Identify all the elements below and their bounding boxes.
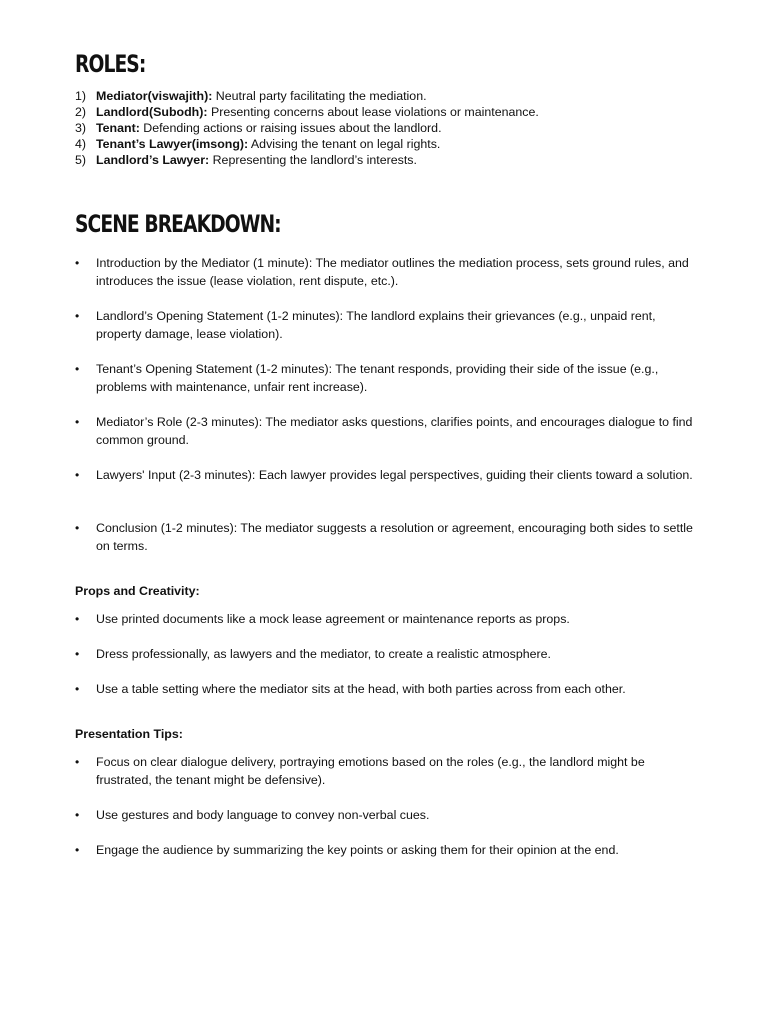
role-item [75, 136, 539, 152]
bullet-text: Use a table setting where the mediator sits at the head, with both parties across from each other. [96, 682, 626, 696]
role-item [75, 152, 539, 168]
bullet-text: Dress professionally, as lawyers and the mediator, to create a realistic atmosphere. [96, 647, 551, 661]
bullet-text: Engage the audience by summarizing the key points or asking them for their opinion at the end. [96, 843, 619, 857]
role-name: Tenant: [96, 121, 140, 135]
bullet-icon: • [75, 468, 80, 482]
bullet-icon: • [75, 808, 80, 822]
list-item [75, 413, 695, 449]
bullet-icon: • [75, 843, 80, 857]
role-description: Neutral party facilitating the mediation. [212, 89, 427, 103]
roles-heading: ROLES: [75, 50, 146, 78]
role-number: 3) [75, 121, 87, 135]
role-description: Advising the tenant on legal rights. [248, 137, 441, 151]
bullet-text: Focus on clear dialogue delivery, portraying emotions based on the roles (e.g., the landlord might be frustrated, the tenant might be defensive). [96, 755, 645, 787]
list-item [75, 806, 695, 824]
scene-breakdown-heading: SCENE BREAKDOWN: [75, 210, 281, 238]
role-name: Landlord’s Lawyer: [96, 153, 210, 167]
role-number: 5) [75, 153, 87, 167]
list-item [75, 753, 695, 789]
role-description: Defending actions or raising issues about the landlord. [139, 121, 442, 135]
props-heading: Props and Creativity: [75, 584, 200, 598]
bullet-icon: • [75, 647, 80, 661]
role-number: 1) [75, 89, 87, 103]
role-item [75, 104, 539, 120]
list-item [75, 841, 695, 859]
bullet-text: Use printed documents like a mock lease agreement or maintenance reports as props. [96, 612, 570, 626]
roles-list [75, 88, 539, 168]
role-name: Tenant’s Lawyer(imsong): [96, 137, 249, 151]
bullet-icon: • [75, 682, 80, 696]
bullet-text: Landlord’s Opening Statement (1-2 minutes): The landlord explains their grievances (e.g., unpaid rent, property damage, lease violation). [96, 309, 656, 341]
bullet-icon: • [75, 362, 80, 376]
bullet-text: Introduction by the Mediator (1 minute): The mediator outlines the mediation process, sets ground rules, and introduces the issue (lease violation, rent dispute, etc.). [96, 256, 689, 288]
list-item [75, 360, 695, 396]
list-item [75, 254, 695, 290]
list-item [75, 645, 695, 663]
role-item [75, 88, 539, 104]
bullet-icon: • [75, 521, 80, 535]
role-item [75, 120, 539, 136]
list-item [75, 680, 695, 698]
list-item [75, 466, 695, 484]
list-item [75, 519, 695, 555]
role-number: 2) [75, 105, 87, 119]
bullet-icon: • [75, 415, 80, 429]
role-name: Mediator(viswajith): [96, 89, 213, 103]
list-item [75, 307, 695, 343]
role-name: Landlord(Subodh): [96, 105, 208, 119]
role-description: Presenting concerns about lease violations or maintenance. [207, 105, 539, 119]
bullet-icon: • [75, 309, 80, 323]
list-item [75, 610, 695, 628]
bullet-icon: • [75, 256, 80, 270]
role-number: 4) [75, 137, 87, 151]
bullet-icon: • [75, 755, 80, 769]
role-description: Representing the landlord’s interests. [209, 153, 417, 167]
bullet-text: Lawyers' Input (2-3 minutes): Each lawyer provides legal perspectives, guiding their clients toward a solution. [96, 468, 693, 482]
bullet-text: Conclusion (1-2 minutes): The mediator suggests a resolution or agreement, encouraging both sides to settle on terms. [96, 521, 693, 553]
bullet-text: Use gestures and body language to convey non-verbal cues. [96, 808, 430, 822]
bullet-text: Tenant’s Opening Statement (1-2 minutes): The tenant responds, providing their side of the issue (e.g., problems with maintenance, unfair rent increase). [96, 362, 659, 394]
bullet-icon: • [75, 612, 80, 626]
bullet-text: Mediator’s Role (2-3 minutes): The mediator asks questions, clarifies points, and encourages dialogue to find common ground. [96, 415, 693, 447]
presentation-tips-heading: Presentation Tips: [75, 727, 183, 741]
